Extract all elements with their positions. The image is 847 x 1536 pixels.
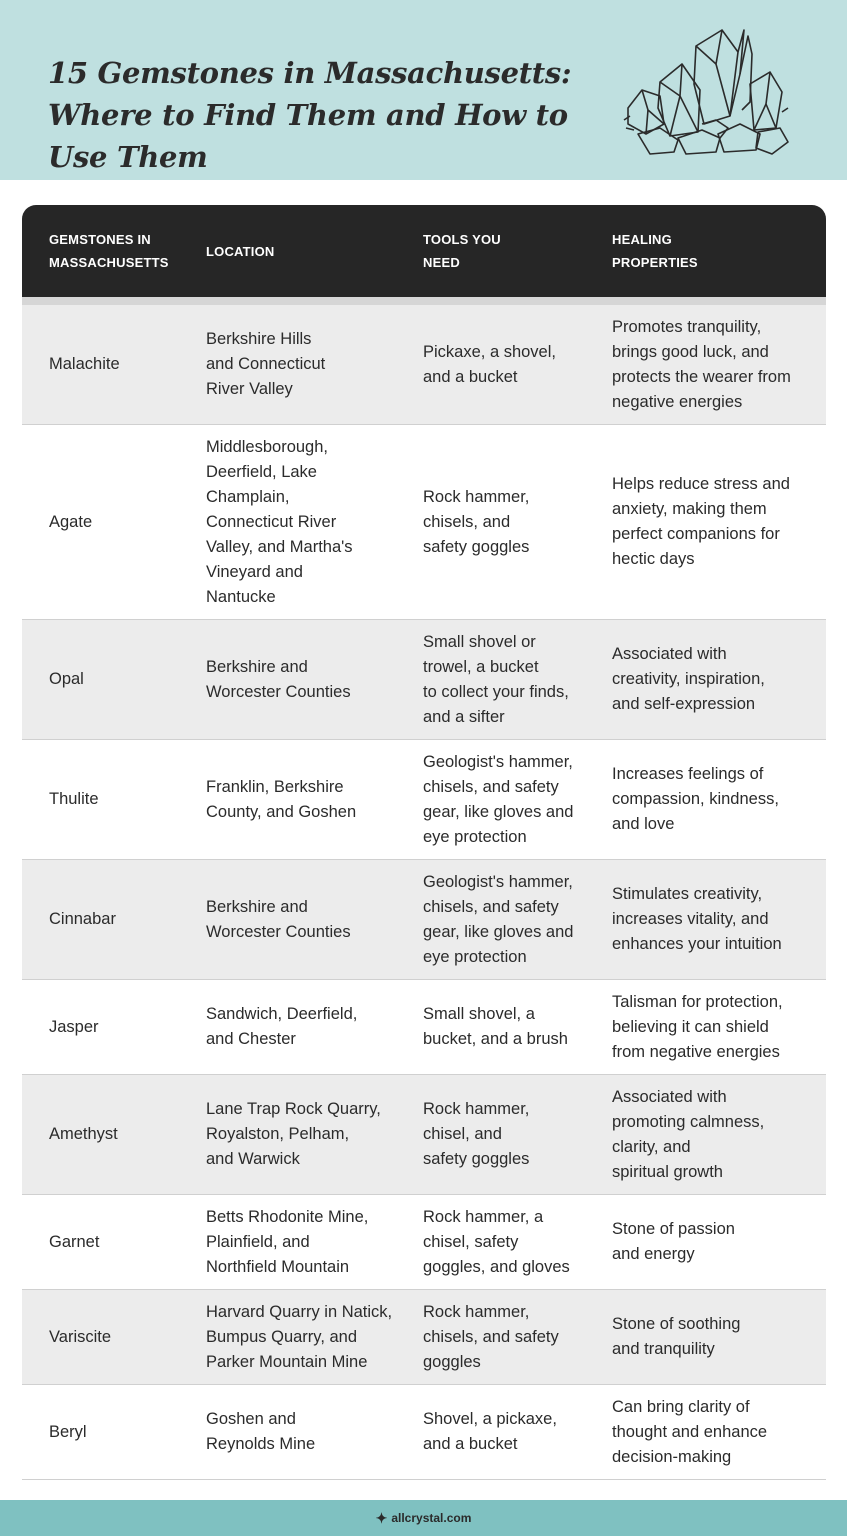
healing-cell: Promotes tranquility, brings good luck, and protects the wearer from negative energies: [612, 317, 791, 411]
location-cell: Goshen and Reynolds Mine: [206, 1410, 316, 1453]
table-header: [22, 205, 826, 297]
gemstone-table: [22, 205, 826, 1480]
table-row: [22, 305, 826, 425]
healing-cell: Associated with promoting calmness, clarity, and spiritual growth: [612, 1087, 765, 1181]
healing-cell: Helps reduce stress and anxiety, making them perfect companions for hectic days: [612, 475, 790, 568]
gemstone-name: Amethyst: [49, 1125, 118, 1143]
healing-cell: Stimulates creativity, increases vitality, and enhances your intuition: [612, 885, 782, 953]
table-row: [22, 1195, 826, 1290]
location-cell: Franklin, Berkshire County, and Goshen: [206, 777, 357, 821]
column-header-healing: HEALING PROPERTIES: [612, 232, 698, 270]
location-cell: Berkshire Hills and Connecticut River Valley: [206, 330, 326, 398]
tools-cell: Small shovel or trowel, a bucket to collect your finds, and a sifter: [423, 632, 569, 726]
location-cell: Harvard Quarry in Natick, Bumpus Quarry, and Parker Mountain Mine: [206, 1302, 393, 1371]
table-row: [22, 1075, 826, 1195]
header-banner: [0, 0, 847, 180]
column-header-tools: TOOLS YOU NEED: [423, 232, 501, 270]
sparkle-icon: ✦: [375, 1509, 388, 1526]
tools-cell: Rock hammer, chisel, and safety goggles: [423, 1100, 530, 1168]
page-title: 15 Gemstones in Massachusetts: Where to Find Them and How to Use Them: [48, 56, 572, 174]
gemstone-name: Variscite: [49, 1327, 112, 1346]
tools-cell: Geologist's hammer, chisels, and safety gear, like gloves and eye protection: [423, 752, 574, 846]
tools-cell: Rock hammer, chisels, and safety goggles: [423, 487, 530, 556]
table-row: [22, 1385, 826, 1480]
tools-cell: Geologist's hammer, chisels, and safety gear, like gloves and eye protection: [423, 872, 574, 966]
tools-cell: Rock hammer, a chisel, safety goggles, and gloves: [423, 1207, 570, 1276]
footer-bar: [0, 1500, 847, 1536]
column-header-location: LOCATION: [206, 243, 275, 259]
gemstone-name: Opal: [49, 670, 84, 688]
healing-cell: Talisman for protection, believing it can shield from negative energies: [612, 992, 783, 1061]
table-row: [22, 860, 826, 980]
gemstone-name: Garnet: [49, 1232, 100, 1251]
healing-cell: Stone of passion and energy: [612, 1220, 735, 1263]
gemstone-name: Cinnabar: [49, 910, 116, 928]
table-row: [22, 620, 826, 740]
tools-cell: Pickaxe, a shovel, and a bucket: [423, 342, 556, 386]
location-cell: Sandwich, Deerfield, and Chester: [206, 1005, 358, 1048]
table-row: [22, 980, 826, 1075]
table-row: [22, 740, 826, 860]
gemstone-name: Agate: [49, 512, 93, 531]
tools-cell: Small shovel, a bucket, and a brush: [423, 1005, 568, 1048]
gemstone-name: Jasper: [49, 1017, 99, 1036]
column-header-gemstone: GEMSTONES IN MASSACHUSETTS: [49, 232, 169, 270]
healing-cell: Increases feelings of compassion, kindness, and love: [612, 765, 779, 833]
crystal-cluster-icon: [620, 24, 792, 158]
healing-cell: Stone of soothing and tranquility: [612, 1315, 741, 1358]
location-cell: Berkshire and Worcester Counties: [206, 657, 351, 701]
healing-cell: Can bring clarity of thought and enhance decision-making: [612, 1397, 768, 1466]
gemstone-name: Beryl: [49, 1422, 87, 1441]
location-cell: Lane Trap Rock Quarry, Royalston, Pelham, and Warwick: [206, 1100, 381, 1168]
location-cell: Middlesborough, Deerfield, Lake Champlain, Connecticut River Valley, and Martha's Vineyard and Nantucke: [206, 437, 353, 606]
gemstone-name: Thulite: [49, 790, 99, 808]
table-row: [22, 425, 826, 620]
table-row: [22, 1290, 826, 1385]
tools-cell: Rock hammer, chisels, and safety goggles: [423, 1302, 559, 1371]
header-divider: [22, 297, 826, 305]
location-cell: Betts Rhodonite Mine, Plainfield, and Northfield Mountain: [206, 1207, 369, 1276]
location-cell: Berkshire and Worcester Counties: [206, 897, 351, 941]
gemstone-name: Malachite: [49, 355, 120, 373]
healing-cell: Associated with creativity, inspiration, and self-expression: [612, 645, 765, 713]
tools-cell: Shovel, a pickaxe, and a bucket: [423, 1410, 557, 1453]
footer-site-link[interactable]: allcrystal.com: [391, 1511, 472, 1525]
